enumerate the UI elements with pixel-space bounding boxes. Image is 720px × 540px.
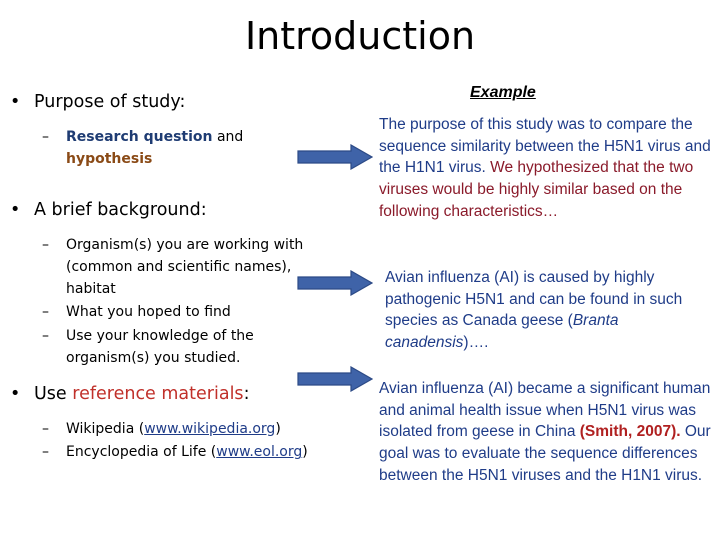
background-item-text: Use your knowledge of the organism(s) you studied.	[66, 328, 254, 366]
background-heading: A brief background:	[34, 200, 207, 221]
reference-text-a: Avian influenza (AI) became a significant human and animal health issue when H5N1 virus was isolated from geese in China	[379, 380, 711, 441]
wiki-suffix: )	[275, 420, 281, 437]
wikipedia-link[interactable]: www.wikipedia.org	[144, 420, 276, 437]
reference-wikipedia	[10, 419, 310, 441]
background-text-a: Avian influenza (AI) is caused by highly pathogenic H5N1 and can be found in such species as Canada geese (	[385, 269, 683, 330]
citation: (Smith, 2007).	[579, 423, 681, 441]
bullet-purpose	[10, 92, 310, 113]
example-title: Example	[470, 84, 536, 101]
example-paragraph-background	[385, 267, 715, 354]
eol-prefix: Encyclopedia of Life (	[66, 444, 217, 461]
reference-highlight: reference materials	[72, 383, 244, 404]
dash-icon: –	[42, 444, 49, 461]
slide-title: Introduction	[244, 14, 476, 58]
purpose-heading: Purpose of study:	[34, 92, 186, 112]
bullet-references	[10, 384, 310, 405]
and-text: and	[212, 129, 244, 145]
right-arrow-icon	[297, 366, 373, 392]
background-item	[10, 326, 310, 369]
right-arrow-icon	[297, 144, 373, 170]
bullet-dot-icon: •	[10, 200, 21, 221]
left-column	[10, 92, 310, 464]
scientific-name: Branta canadensis	[385, 312, 619, 352]
purpose-statement: The purpose of this study was to compare the sequence similarity between the H5N1 virus and the H1N1 virus.	[379, 116, 711, 177]
reference-eol	[10, 442, 310, 464]
bullet-dot-icon: •	[10, 92, 21, 112]
eol-link[interactable]: www.eol.org	[216, 444, 303, 461]
bullet-background	[10, 200, 310, 221]
dash-icon: –	[42, 304, 49, 321]
research-question-text: Research question	[66, 129, 213, 145]
wiki-prefix: Wikipedia (	[66, 420, 145, 437]
background-item-text: Organism(s) you are working with (common and scientific names), habitat	[66, 237, 304, 297]
right-arrow-icon	[297, 270, 373, 296]
dash-icon: –	[42, 129, 49, 145]
dash-icon: –	[42, 237, 49, 254]
hypothesis-text: hypothesis	[66, 150, 153, 167]
reference-text-b: Our goal was to evaluate the sequence differences between the H5N1 viruses and the H1N1 virus.	[379, 423, 711, 484]
background-text-b: )….	[463, 334, 489, 352]
reference-prefix: Use	[34, 383, 73, 404]
bullet-dot-icon: •	[10, 383, 21, 404]
eol-suffix: )	[302, 444, 308, 461]
example-paragraph-references	[379, 378, 717, 486]
dash-icon: –	[42, 328, 49, 345]
background-item-text: What you hoped to find	[66, 304, 231, 321]
hypothesis-statement: We hypothesized that the two viruses would be highly similar based on the following characteristics…	[379, 159, 694, 220]
dash-icon: –	[42, 420, 49, 437]
reference-suffix: :	[243, 383, 250, 404]
background-item	[10, 302, 310, 324]
example-paragraph-purpose	[379, 114, 717, 222]
sub-bullet-research	[10, 127, 310, 170]
background-item	[10, 235, 310, 300]
